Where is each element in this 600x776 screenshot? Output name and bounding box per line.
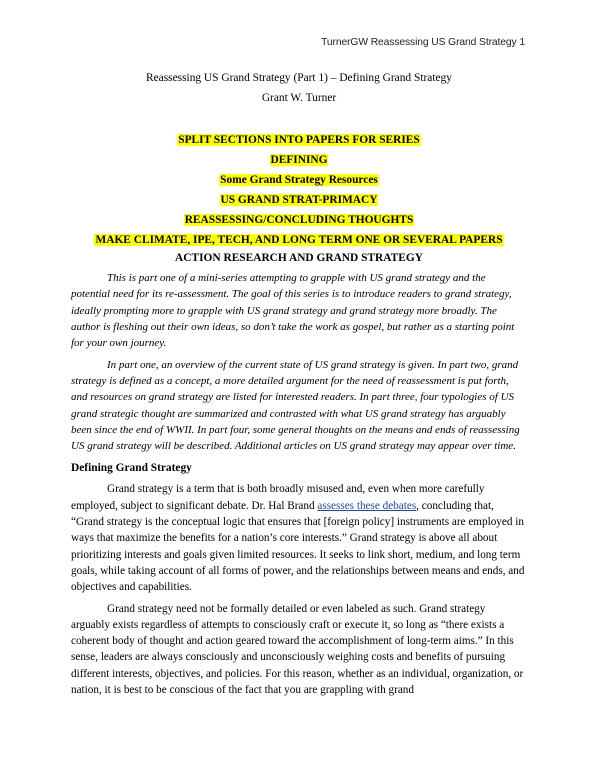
intro-paragraph: This is part one of a mini-series attempting to grapple with US grand strategy and the potential need for its re-assessment. The goal of this series is to introduce readers to grand strategy, ideally prompting more to grapple with US grand strategy and grand strategy more broadly. The author is fleshing out their own ideas, so don’t take the work as gospel, but rather as a starting point for your own journey. bbox=[71, 272, 515, 350]
highlight-note bbox=[71, 150, 527, 170]
highlighted-notes bbox=[71, 130, 527, 250]
highlight-text: DEFINING bbox=[270, 154, 328, 167]
highlight-note bbox=[71, 190, 527, 210]
highlight-text: US GRAND STRAT-PRIMACY bbox=[220, 194, 378, 207]
action-research-heading: ACTION RESEARCH AND GRAND STRATEGY bbox=[175, 252, 423, 265]
paragraph-text: Grand strategy is a term that is both broadly misused and, even when more carefully employed, subject to significant debate. Dr. Hal Brand bbox=[71, 483, 485, 512]
highlight-text: MAKE CLIMATE, IPE, TECH, AND LONG TERM ONE OR SEVERAL PAPERS bbox=[95, 234, 503, 247]
highlight-text: Some Grand Strategy Resources bbox=[220, 174, 378, 187]
section-heading: Defining Grand Strategy bbox=[71, 462, 192, 475]
body-paragraph bbox=[71, 481, 527, 595]
paragraph-text: , concluding that, “Grand strategy is the conceptual logic that ensures that [foreign policy] instruments are employed in ways that maximize the benefits for a nation’s core interests.” Grand strategy is above all about prioritizing interests and goals given limited resources. It seeks to link short, medium, and long term goals, while taking account of all forms of power, and the relationships between means and ends, and objectives and capabilities. bbox=[71, 499, 525, 594]
body-paragraph: Grand strategy need not be formally detailed or even labeled as such. Grand strategy arguably exists regardless of attempts to consciously craft or execute it, so long as “there exists a coherent body of thought and action geared toward the accomplishment of long-term aims.” In this sense, leaders are always consciously and unconsciously weighing costs and benefits of pursuing different interests, objectives, and policies. For this reason, whether as an individual, organization, or nation, it is best to be conscious of the fact that you are grappling with grand bbox=[71, 602, 524, 697]
document-page bbox=[71, 70, 527, 698]
document-title: Reassessing US Grand Strategy (Part 1) – Defining Grand Strategy bbox=[146, 72, 452, 84]
running-header: TurnerGW Reassessing US Grand Strategy 1 bbox=[321, 37, 525, 48]
highlight-text: SPLIT SECTIONS INTO PAPERS FOR SERIES bbox=[178, 134, 420, 147]
highlight-text: REASSESSING/CONCLUDING THOUGHTS bbox=[184, 214, 414, 227]
highlight-note bbox=[71, 130, 527, 150]
intro-paragraph: In part one, an overview of the current state of US grand strategy is given. In part two, grand strategy is defined as a concept, a more detailed argument for the need of reassessment is put forth, and resources on grand strategy are listed for interested readers. In part three, four typologies of US grand strategic thought are summarized and contrasted with what US grand strategy has arguably been since the end of WWII. In part four, some general thoughts on the means and ends of reassessing US grand strategy will be described. Additional articles on US grand strategy may appear over time. bbox=[71, 358, 520, 453]
highlight-note bbox=[71, 210, 527, 230]
highlight-note bbox=[71, 230, 527, 250]
assesses-debates-link[interactable]: assesses these debates bbox=[317, 499, 417, 512]
document-author: Grant W. Turner bbox=[261, 91, 337, 104]
highlight-note bbox=[71, 170, 527, 190]
